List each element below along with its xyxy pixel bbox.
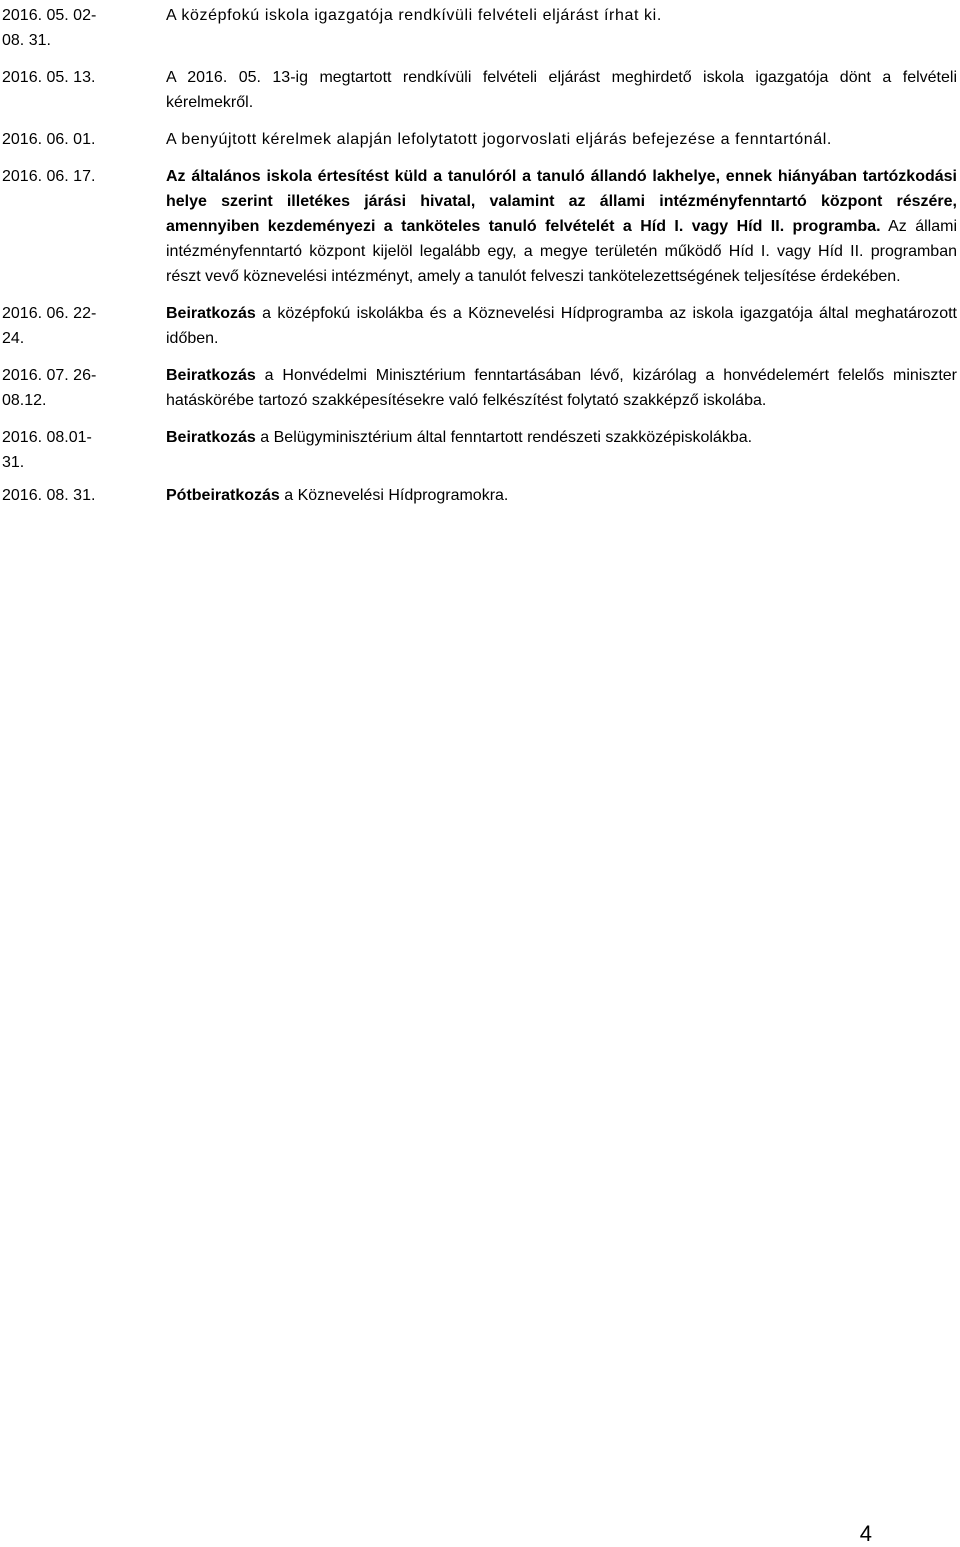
- row-description: [166, 65, 957, 115]
- row-date: [2, 483, 166, 508]
- schedule-row: [2, 3, 957, 53]
- row-description: [166, 3, 957, 53]
- description-text: A 2016. 05. 13-ig megtartott rendkívüli felvételi eljárást meghirdető iskola igazgatója dönt a felvételi kérelmekről.: [166, 69, 957, 111]
- date-line-1: 2016. 06. 01.: [2, 131, 96, 148]
- row-date: [2, 301, 166, 351]
- description-text: a középfokú iskolákba és a Köznevelési Hídprogramba az iskola igazgatója által meghatározott időben.: [166, 305, 957, 347]
- description-text: Az állami intézményfenntartó központ kijelöl legalább egy, a megye területén működő Híd I. vagy Híd II. programban részt vevő köznevelési intézményt, amely a tanulót felveszi tankötelezettségének teljesítése érdekében.: [166, 218, 957, 285]
- row-description: [166, 301, 957, 351]
- date-line-2: 08. 31.: [2, 32, 51, 49]
- date-line-1: 2016. 08. 31.: [2, 487, 96, 504]
- schedule-row: [2, 65, 957, 115]
- row-description: [166, 483, 957, 508]
- row-date: [2, 3, 166, 53]
- date-line-2: 24.: [2, 330, 25, 347]
- description-bold-text: Az általános iskola értesítést küld a tanulóról a tanuló állandó lakhelye, ennek hiányában tartózkodási helye szerint illetékes járási hivatal, valamint az állami intézményfenntartó központ részére, amennyiben kezdeményezi a tanköteles tanuló felvételét a Híd I. vagy Híd II. programba.: [166, 168, 957, 235]
- row-date: [2, 127, 166, 152]
- row-description: [166, 127, 957, 152]
- row-description: [166, 425, 957, 475]
- description-bold-text: Beiratkozás: [166, 367, 256, 384]
- date-line-1: 2016. 07. 26-: [2, 367, 97, 384]
- date-line-1: 2016. 05. 02-: [2, 7, 97, 24]
- description-text: a Köznevelési Hídprogramokra.: [279, 487, 509, 504]
- row-description: [166, 363, 957, 413]
- page-number: 4: [859, 1521, 872, 1546]
- date-line-1: 2016. 06. 17.: [2, 168, 96, 185]
- description-text: a Belügyminisztérium által fenntartott rendészeti szakközépiskolákba.: [255, 429, 753, 446]
- description-bold-text: Pótbeiratkozás: [166, 487, 280, 504]
- description-text: a Honvédelmi Minisztérium fenntartásában lévő, kizárólag a honvédelemért felelős miniszter hatáskörébe tartozó szakképesítésekre való felkészítést folytató szakképző iskolába.: [166, 367, 957, 409]
- schedule-row: [2, 127, 957, 152]
- description-bold-text: Beiratkozás: [166, 305, 256, 322]
- description-bold-text: Beiratkozás: [166, 429, 256, 446]
- row-date: [2, 164, 166, 289]
- schedule-row: [2, 483, 957, 508]
- row-date: [2, 363, 166, 413]
- date-line-2: 31.: [2, 454, 25, 471]
- date-line-1: 2016. 06. 22-: [2, 305, 97, 322]
- date-line-2: 08.12.: [2, 392, 47, 409]
- date-line-1: 2016. 08.01-: [2, 429, 92, 446]
- date-line-1: 2016. 05. 13.: [2, 69, 96, 86]
- row-description: [166, 164, 957, 289]
- row-date: [2, 65, 166, 115]
- enrollment-schedule: [2, 0, 957, 508]
- schedule-row: [2, 425, 957, 475]
- description-text: A benyújtott kérelmek alapján lefolytatott jogorvoslati eljárás befejezése a fenntartónál.: [166, 131, 832, 148]
- schedule-row: [2, 164, 957, 289]
- description-text: A középfokú iskola igazgatója rendkívüli felvételi eljárást írhat ki.: [166, 7, 662, 24]
- schedule-row: [2, 301, 957, 351]
- row-date: [2, 425, 166, 475]
- schedule-row: [2, 363, 957, 413]
